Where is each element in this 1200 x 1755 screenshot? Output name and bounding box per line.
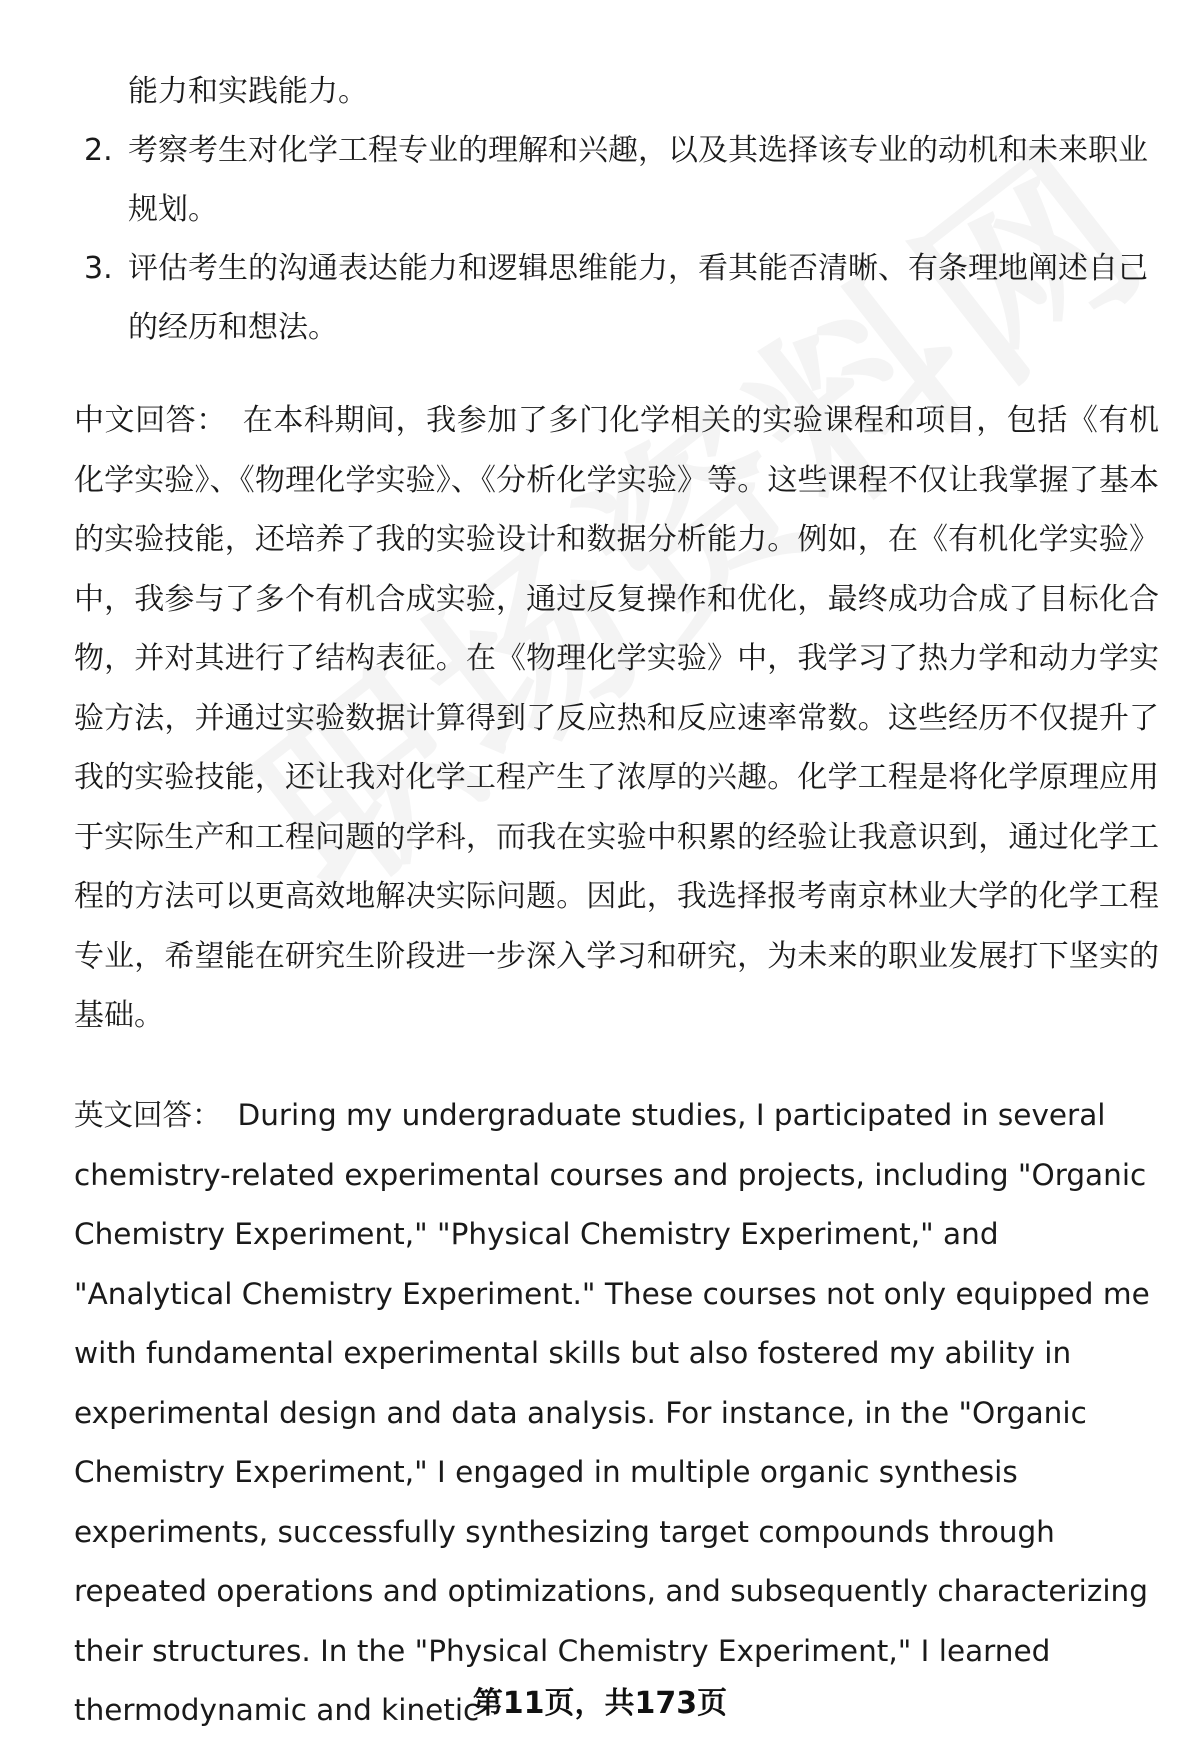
english-answer-text: During my undergraduate studies, I participated in several chemistry-related experimental courses and projects, including "Organic Chemistry Experiment," "Physical Chemistry Experiment," and "Analytical Chemistry Experiment." These courses not only equipped me with fundamental experimental skills but also fostered my ability in experimental design and data analysis. For instance, in the "Organic Chemistry Experiment," I engaged in multiple organic synthesis experiments, successfully synthesizing target compounds through repeated operations and optimizations, and subsequently characterizing their structures. In the "Physical Chemistry Experiment," I learned thermodynamic and kinetic <box>74 1098 1150 1727</box>
list-item <box>74 121 1154 239</box>
list-item-number: 3. <box>84 251 113 286</box>
list-item-number: 2. <box>84 133 113 168</box>
question-purpose-list <box>74 62 1154 357</box>
english-answer-label: 英文回答： <box>74 1098 222 1132</box>
page-number-footer: 第11页，共173页 <box>472 1686 728 1721</box>
list-item <box>74 62 1154 121</box>
chinese-answer-text: 在本科期间，我参加了多门化学相关的实验课程和项目，包括《有机化学实验》、《物理化学实验》、《分析化学实验》等。这些课程不仅让我掌握了基本的实验技能，还培养了我的实验设计和数据分析能力。例如，在《有机化学实验》中，我参与了多个有机合成实验，通过反复操作和优化，最终成功合成了目标化合物，并对其进行了结构表征。在《物理化学实验》中，我学习了热力学和动力学实验方法，并通过实验数据计算得到了反应热和反应速率常数。这些经历不仅提升了我的实验技能，还让我对化学工程产生了浓厚的兴趣。化学工程是将化学原理应用于实际生产和工程问题的学科，而我在实验中积累的经验让我意识到，通过化学工程的方法可以更高效地解决实际问题。因此，我选择报考南京林业大学的化学工程专业，希望能在研究生阶段进一步深入学习和研究，为未来的职业发展打下坚实的基础。 <box>74 403 1160 1033</box>
chinese-answer-label: 中文回答： <box>74 403 227 438</box>
list-item-text: 评估考生的沟通表达能力和逻辑思维能力，看其能否清晰、有条理地阐述自己的经历和想法。 <box>128 251 1148 345</box>
chinese-answer-paragraph <box>74 391 1159 1046</box>
list-item-text: 考察考生对化学工程专业的理解和兴趣，以及其选择该专业的动机和未来职业规划。 <box>128 133 1148 227</box>
list-item <box>74 239 1154 357</box>
list-item-text: 能力和实践能力。 <box>128 74 368 109</box>
english-answer-paragraph <box>74 1086 1159 1741</box>
